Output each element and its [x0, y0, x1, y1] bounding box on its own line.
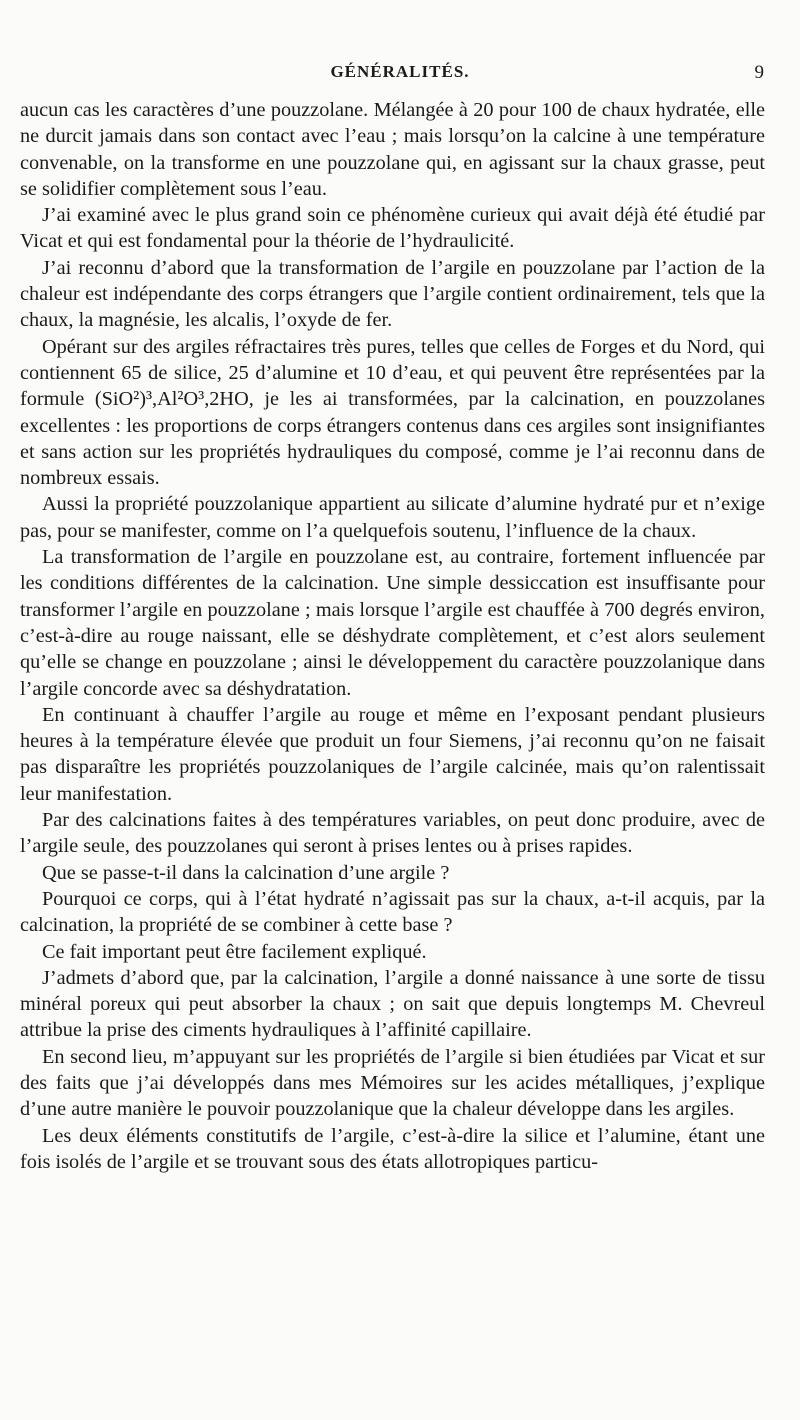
running-title: GÉNÉRALITÉS. — [330, 62, 470, 81]
paragraph-9: Que se passe-t-il dans la calcination d’une argile ? — [42, 861, 450, 884]
paragraph-8: Par des calcinations faites à des températures variables, on peut donc produire, avec de l’argile seule, des pouzzolanes qui seront à prises lentes ou à prises rapides. — [20, 809, 765, 858]
paragraph-6: La transformation de l’argile en pouzzolane est, au contraire, fortement influencée par les conditions différentes de la calcination. Une simple dessiccation est insuffisante pour transformer l’argile en pouzzolane ; mais lorsque l’argile est chauffée à 700 degrés environ, c’est-à-dire au rouge naissant, elle se déshydrate complètement, et c’est alors seulement qu’elle se change en pouzzolane ; ainsi le développement du caractère pouzzolanique dans l’argile concorde avec sa déshydratation. — [20, 546, 765, 700]
page-header — [0, 62, 800, 90]
paragraph-7: En continuant à chauffer l’argile au rouge et même en l’exposant pendant plusieurs heures à la température élevée que produit un four Siemens, j’ai reconnu qu’on ne faisait pas disparaître les propriétés pouzzolaniques de l’argile calcinée, mais qu’on ralentissait leur manifestation. — [20, 703, 765, 805]
paragraph-11: Ce fait important peut être facilement expliqué. — [42, 940, 427, 963]
body-text — [20, 97, 765, 1175]
paragraph-4: Opérant sur des argiles réfractaires très pures, telles que celles de Forges et du Nord, qui contiennent 65 de silice, 25 d’alumine et 10 d’eau, et qui peuvent être représentées par la formule (SiO²)³,Al²O³,2HO, je les ai transformées, par la calcination, en pouzzolanes excellentes : les proportions de corps étrangers contenus dans ces argiles sont insignifiantes et sans action sur les propriétés hydrauliques du composé, comme je l’ai reconnu dans de nombreux essais. — [20, 335, 765, 490]
paragraph-12: J’admets d’abord que, par la calcination, l’argile a donné naissance à une sorte de tissu minéral poreux qui peut absorber la chaux ; on sait que depuis longtemps M. Chevreul attribue la prise des ciments hydrauliques à l’affinité capillaire. — [20, 966, 765, 1042]
paragraph-3: J’ai reconnu d’abord que la transformation de l’argile en pouzzolane par l’action de la chaleur est indépendante des corps étrangers que l’argile contient ordinairement, tels que la chaux, la magnésie, les alcalis, l’oxyde de fer. — [20, 256, 765, 332]
paragraph-10: Pourquoi ce corps, qui à l’état hydraté n’agissait pas sur la chaux, a-t-il acquis, par la calcination, la propriété de se combiner à cette base ? — [20, 887, 765, 937]
paragraph-13: En second lieu, m’appuyant sur les propriétés de l’argile si bien étudiées par Vicat et sur des faits que j’ai développés dans mes Mémoires sur les acides métalliques, j’explique d’une autre manière le pouvoir pouzzolanique que la chaleur développe dans les argiles. — [20, 1045, 765, 1121]
paragraph-1: aucun cas les caractères d’une pouzzolane. Mélangée à 20 pour 100 de chaux hydratée, elle ne durcit jamais dans son contact avec l’eau ; mais lorsqu’on la calcine à une température convenable, on la transforme en une pouzzolane qui, en agissant sur la chaux grasse, peut se solidifier complètement sous l’eau. — [20, 99, 765, 200]
page-number: 9 — [754, 62, 764, 83]
paragraph-14: Les deux éléments constitutifs de l’argile, c’est-à-dire la silice et l’alumine, étant une fois isolés de l’argile et se trouvant sous des états allotropiques particu- — [20, 1124, 765, 1173]
paragraph-5: Aussi la propriété pouzzolanique appartient au silicate d’alumine hydraté pur et n’exige pas, pour se manifester, comme on l’a quelquefois soutenu, l’influence de la chaux. — [20, 493, 765, 542]
paragraph-2: J’ai examiné avec le plus grand soin ce phénomène curieux qui avait déjà été étudié par Vicat et qui est fondamental pour la théorie de l’hydraulicité. — [20, 204, 765, 253]
